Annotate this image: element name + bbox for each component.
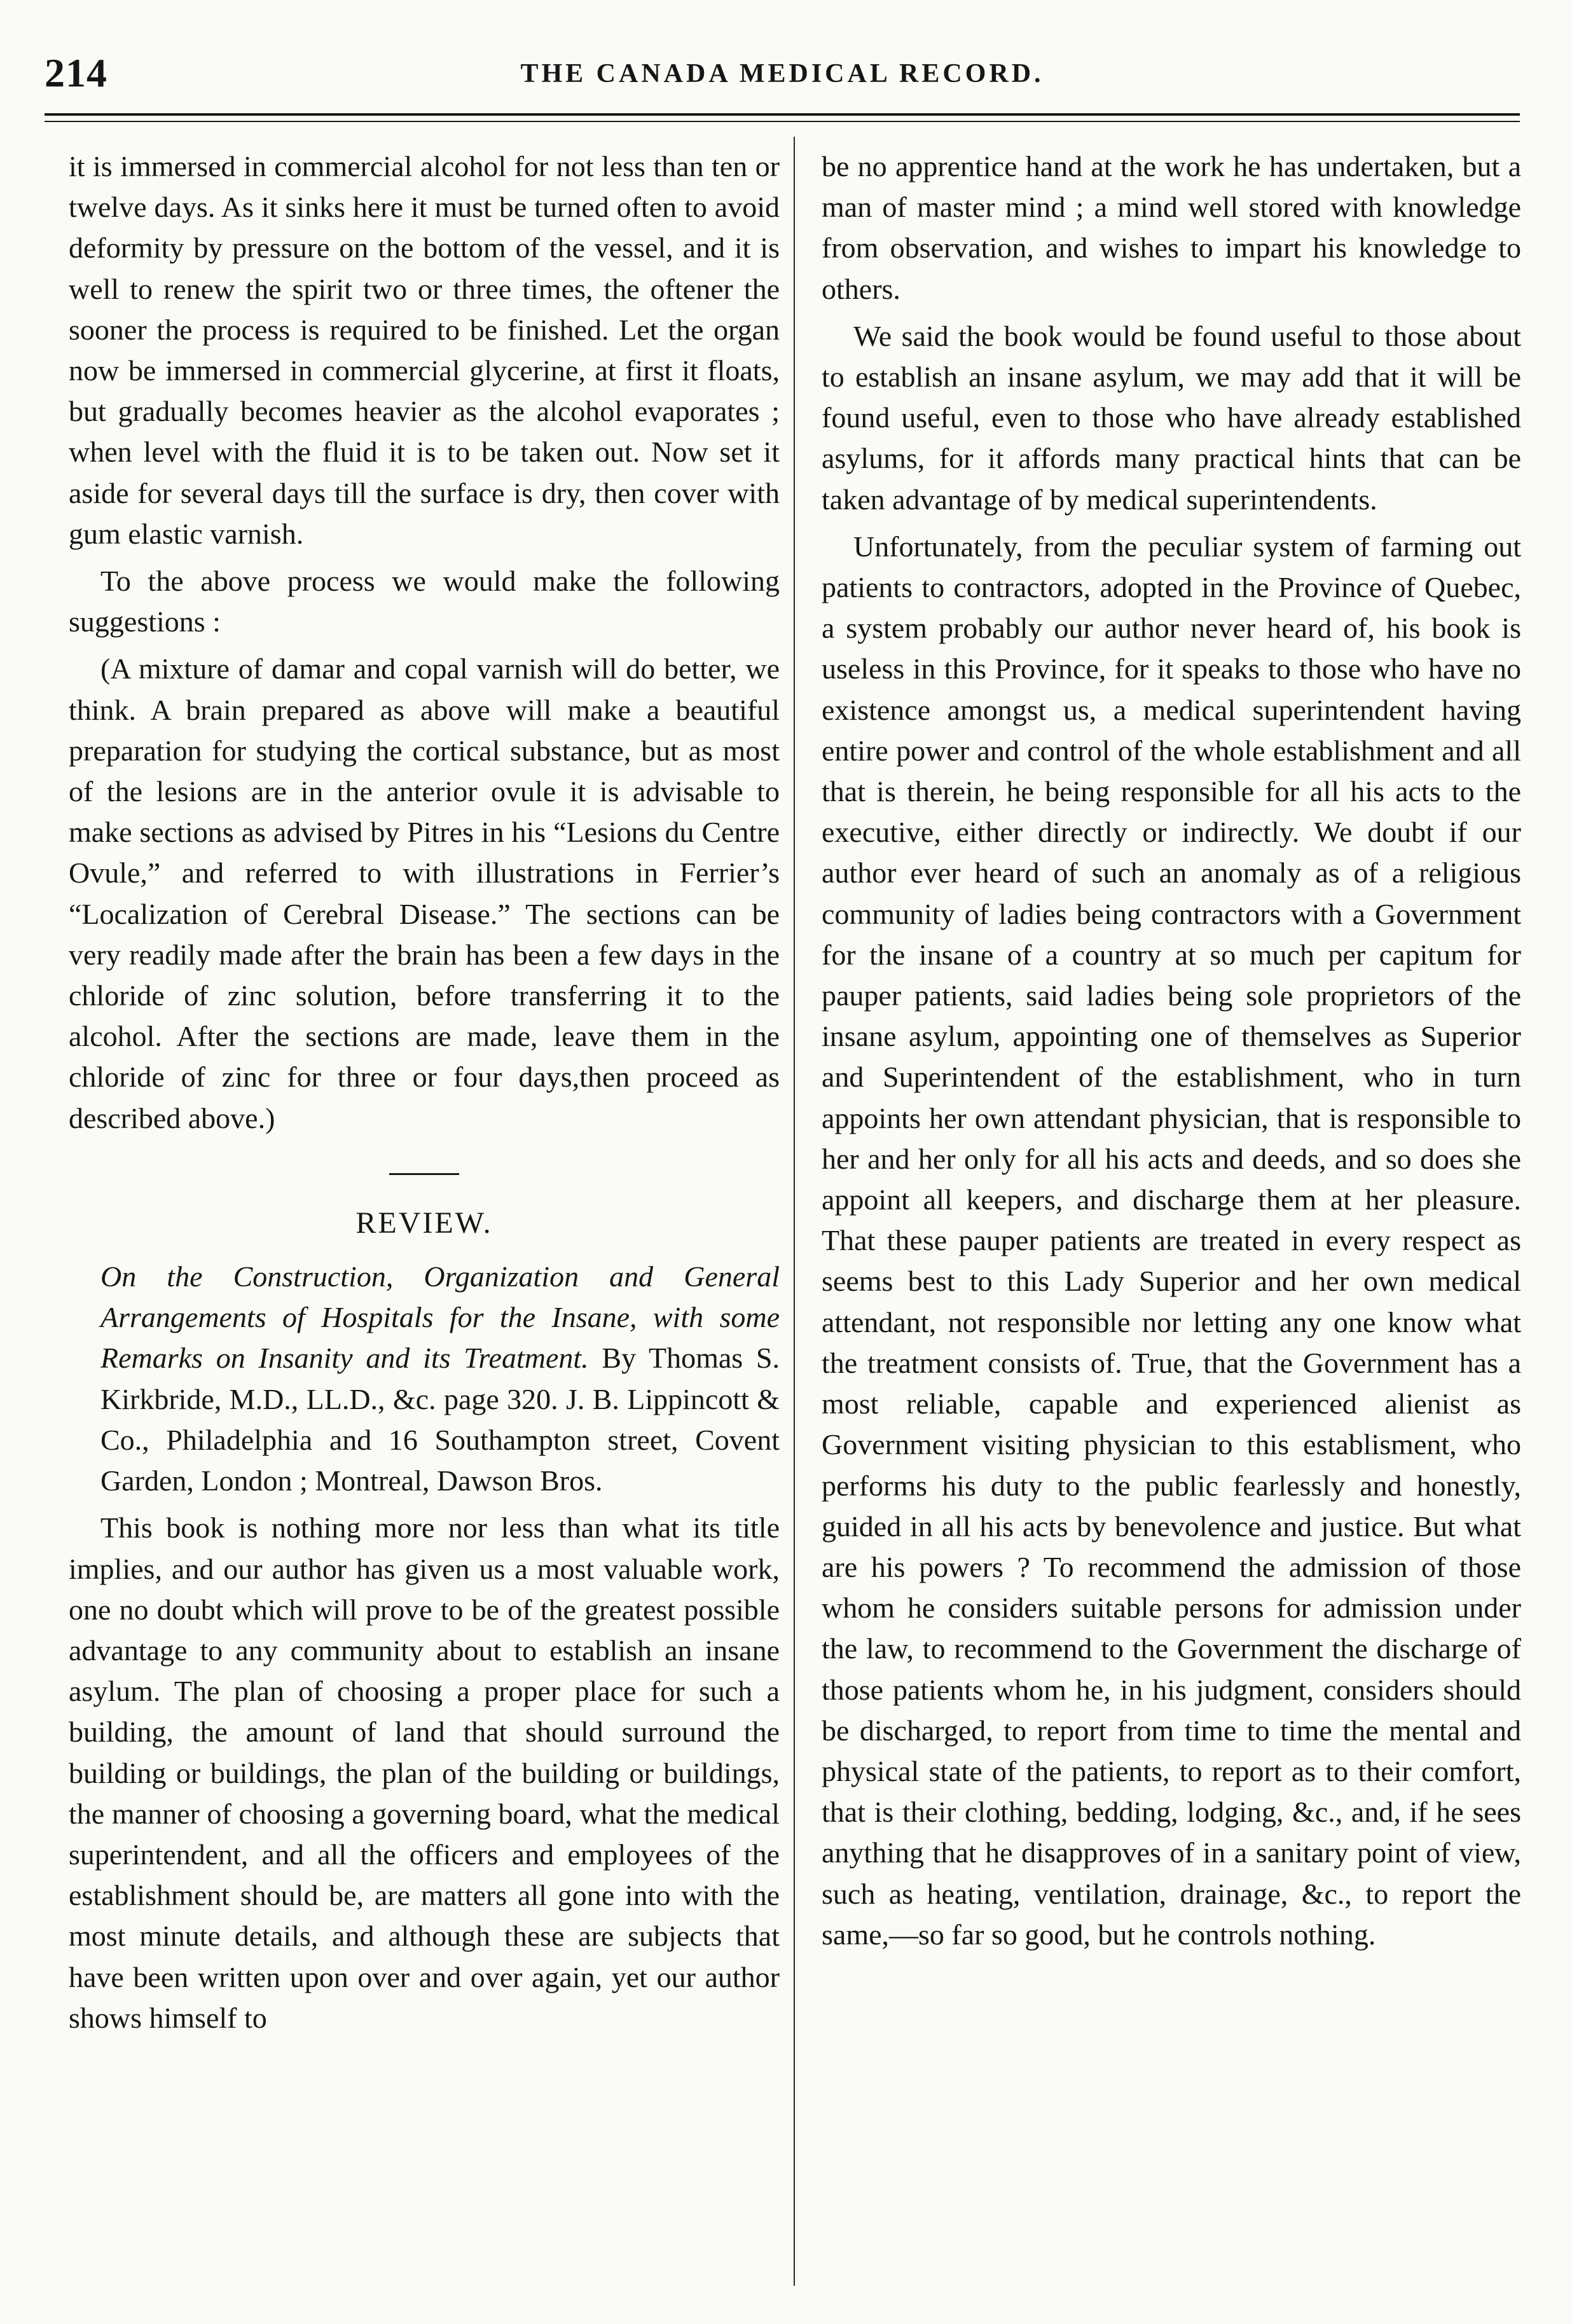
page-number: 214	[45, 50, 107, 95]
citation-title: On the Construction, Organization and General Arrangements of Hospitals for the Insane, with some Remarks on Insanity and its Treatment.	[100, 1260, 780, 1375]
paragraph: We said the book would be found useful to those about to establish an insane asylum, we may add that it will be found useful, even to those who have already established asylums, for it affords many practical hints that can be taken advantage of by medical superintendents.	[822, 319, 1521, 516]
running-title: THE CANADA MEDICAL RECORD.	[520, 59, 1044, 88]
review-citation	[69, 1256, 780, 1501]
paragraph: be no apprentice hand at the work he has undertaken, but a man of master mind ; a mind well stored with knowledge from observation, and wishes to impart his knowledge to others.	[822, 150, 1521, 305]
paragraph: (A mixture of damar and copal varnish will do better, we think. A brain prepared as above will make a beautiful preparation for studying the cortical substance, but as most of the lesions are in the anterior ovule it is advisable to make sections as advised by Pitres in his “Lesions du Centre Ovule,” and referred to with illustrations in Ferrier’s “Localization of Cerebral Disease.” The sections can be very readily made after the brain has been a few days in the chloride of zinc solution, before transferring it to the alcohol. After the sections are made, leave them in the chloride of zinc for three or four days,then proceed as described above.)	[69, 652, 780, 1134]
section-divider	[389, 1173, 459, 1175]
paragraph: Unfortunately, from the peculiar system of farming out patients to contractors, adopted in the Province of Quebec, a system probably our author never heard of, his book is useless in this Province, for it speaks to those who have no existence amongst us, a medical superintendent having entire power and control of the whole establishment and all that is therein, he being responsible for all his acts to the executive, either directly or indirectly. We doubt if our author ever heard of such an anomaly as of a religious community of ladies being contractors with a Government for the insane of a country at so much per capitum for pauper patients, said ladies being sole proprietors of the insane asylum, appointing one of themselves as Superior and Superintendent of the establishment, who in turn appoints her own attendant physician, that is responsible to her and her only for all his acts and deeds, and so does she appoint all keepers, and discharge them at her pleasure. That these pauper patients are treated in every respect as seems best to this Lady Superior and her own medical attendant, not responsible nor letting any one know what the treatment consists of. True, that the Government has a most reliable, capable and experienced alienist as Government visiting physician to this establisment, who performs his duty to the public fearlessly and honestly, guided in all his acts by benevolence and justice. But what are his powers ? To recommend the admission of those whom he considers suitable persons for admission under the law, to recommend to the Government the discharge of those patients whom he, in his judgment, considers should be discharged, to report from time to time the mental and physical state of the patients, to report as to their comfort, that is their clothing, bedding, lodging, &c., and, if he sees anything that he disapproves of in a sanitary point of view, such as heating, ventilation, drainage, &c., to report the same,—so far so good, but he controls nothing.	[822, 530, 1521, 1951]
column-divider	[794, 137, 795, 2286]
right-column	[822, 146, 1521, 1955]
paragraph: it is immersed in commercial alcohol for not less than ten or twelve days. As it sinks here it must be turned often to avoid deformity by pressure on the bottom of the vessel, and it is well to renew the spirit two or three times, the oftener the sooner the process is required to be finished. Let the organ now be immersed in commercial glycerine, at first it floats, but gradually becomes heavier as the alcohol evaporates ; when level with the fluid it is to be taken out. Now set it aside for several days till the surface is dry, then cover with gum elastic varnish.	[69, 150, 780, 550]
citation-details: By Thomas S. Kirkbride, M.D., LL.D., &c. page 320. J. B. Lippincott & Co., Philadelphia and 16 Southampton street, Covent Garden, London ; Montreal, Dawson Bros.	[100, 1342, 780, 1497]
header-rule-thin	[45, 121, 1520, 122]
page-header	[45, 50, 1520, 95]
paragraph: This book is nothing more nor less than what its title implies, and our author has given us a most valuable work, one no doubt which will prove to be of the greatest possible advantage to any community about to establish an insane asylum. The plan of choosing a proper place for such a building, the amount of land that should surround the building or buildings, the plan of the building or buildings, the manner of choosing a governing board, what the medical superintendent, and all the officers and employees of the establishment should be, are matters all gone into with the most minute details, and although these are subjects that have been written upon over and over again, yet our author shows himself to	[69, 1511, 780, 2034]
paragraph: To the above process we would make the following suggestions :	[69, 565, 780, 638]
section-title: REVIEW.	[355, 1206, 493, 1240]
header-rule	[45, 113, 1520, 116]
left-column	[69, 146, 780, 2039]
